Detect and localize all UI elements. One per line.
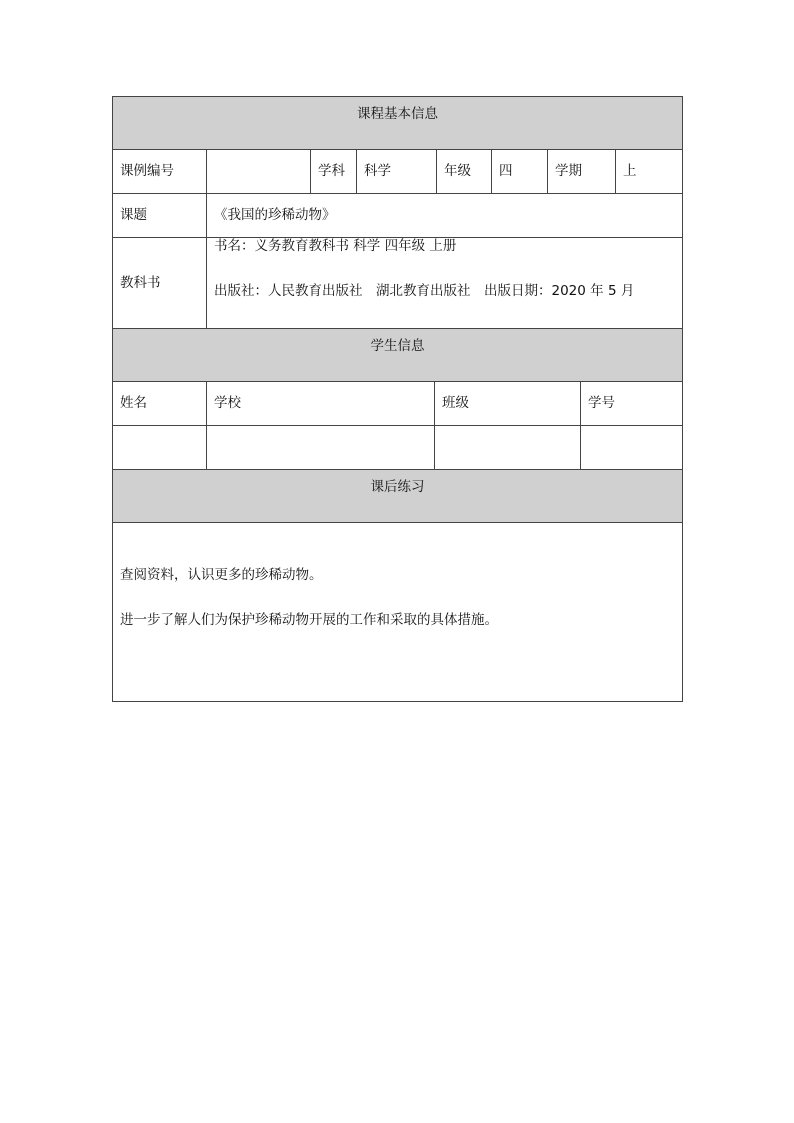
term-label: 学期 (548, 150, 616, 194)
student-class-label: 班级 (435, 382, 581, 426)
textbook-title-line: 书名：义务教育教科书 科学 四年级 上册 (214, 238, 457, 254)
grade-label: 年级 (437, 150, 492, 194)
textbook-details (207, 238, 683, 329)
exercise-heading: 课后练习 (113, 470, 683, 523)
exercise-header-row (113, 470, 683, 523)
student-number-label: 学号 (581, 382, 683, 426)
lesson-form-table (112, 96, 683, 702)
student-values-row (113, 426, 683, 470)
student-number-value[interactable] (581, 426, 683, 470)
textbook-label: 教科书 (113, 238, 207, 329)
course-id-label: 课例编号 (113, 150, 207, 194)
student-info-heading: 学生信息 (113, 329, 683, 382)
topic-label: 课题 (113, 194, 207, 238)
course-info-heading: 课程基本信息 (113, 97, 683, 150)
textbook-publisher-line: 出版社：人民教育出版社 湖北教育出版社 出版日期：2020 年 5 月 (214, 283, 635, 299)
topic-value: 《我国的珍稀动物》 (207, 194, 683, 238)
subject-value: 科学 (357, 150, 437, 194)
exercise-item-2: 进一步了解人们为保护珍稀动物开展的工作和采取的具体措施。 (120, 612, 498, 628)
topic-row (113, 194, 683, 238)
student-labels-row (113, 382, 683, 426)
course-id-value (207, 150, 311, 194)
student-class-value[interactable] (435, 426, 581, 470)
exercise-content (113, 523, 683, 702)
grade-value: 四 (492, 150, 548, 194)
student-school-label: 学校 (207, 382, 435, 426)
textbook-row (113, 238, 683, 329)
term-value: 上 (616, 150, 683, 194)
exercise-content-row (113, 523, 683, 702)
student-name-label: 姓名 (113, 382, 207, 426)
student-name-value[interactable] (113, 426, 207, 470)
subject-label: 学科 (311, 150, 357, 194)
student-school-value[interactable] (207, 426, 435, 470)
exercise-item-1: 查阅资料，认识更多的珍稀动物。 (120, 567, 323, 583)
course-info-header-row (113, 97, 683, 150)
student-info-header-row (113, 329, 683, 382)
course-meta-row (113, 150, 683, 194)
